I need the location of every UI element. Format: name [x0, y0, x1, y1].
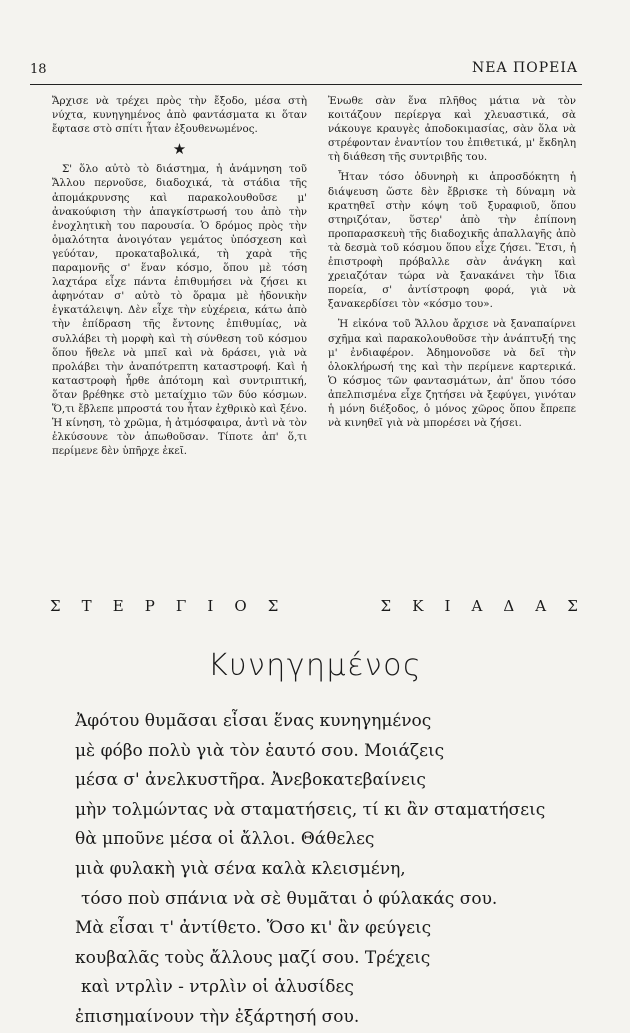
- page-number: 18: [30, 62, 47, 77]
- poem-line: καὶ ντρλὶν - ντρλὶν οἱ ἁλυσίδες: [81, 977, 354, 998]
- author-name: [50, 597, 578, 615]
- poem-line: θὰ μποῦνε μέσα οἱ ἄλλοι. Θάθελες: [75, 829, 375, 850]
- author-letter: Σ: [267, 597, 279, 615]
- star-divider: ★: [172, 140, 187, 159]
- author-letter: Ι: [207, 597, 214, 615]
- author-letter: Σ: [380, 597, 392, 615]
- poem-line: κουβαλᾶς τοὺς ἄλλους μαζί σου. Τρέχεις: [75, 947, 431, 968]
- author-letter: Σ: [50, 597, 61, 615]
- author-letter: Σ: [567, 597, 578, 615]
- paragraph: Ἦταν τόσο ὀδυνηρὴ κι ἀπροσδόκητη ἡ διάψευση ὥστε δὲν ἔβρισκε τὴ δύναμη νὰ κρατηθεῖ στὴν κόψη τοῦ ξυραφιοῦ, ὅπου στηριζόταν, ὕστερ' ἀπὸ τὴν ἐπίπονη προπαρασκευὴ τῆς διαδοχικῆς ἀπαλλαγῆς ἀπὸ τὰ δεσμὰ τοῦ κόσμου ὅπου εἶχε ζήσει. Ἔτσι, ἡ ἐπιστροφὴ πρόβαλλε σὰν ἀνάγκη καὶ χρειαζόταν τώρα νὰ ξανακάνει τὴν ἴδια πορεία, σ' ἀντίστροφη φορά, γιὰ νὰ ξανακερδίσει τὸν «κόσμο του».: [328, 171, 576, 311]
- author-letter: Κ: [412, 597, 424, 615]
- author-letter: Δ: [503, 597, 515, 615]
- running-head: ΝΕΑ ΠΟΡΕΙΑ: [472, 60, 578, 76]
- paragraph: Ἄρχισε νὰ τρέχει πρὸς τὴν ἔξοδο, μέσα στὴ νύχτα, κυνηγημένος ἀπὸ φαντάσματα κι ὅταν ἔφτασε στὸ σπίτι ἦταν ἐξουθενωμένος.: [52, 95, 307, 136]
- author-letter: Α: [535, 597, 547, 615]
- poem-line: Ἀφότου θυμᾶσαι εἶσαι ἕνας κυνηγημένος: [75, 711, 432, 731]
- header-rule: [30, 84, 582, 85]
- poem-line: ἐπισημαίνουν τὴν ἐξάρτησή σου.: [75, 1006, 360, 1027]
- poem-line: μὲ φόβο πολὺ γιὰ τὸν ἑαυτό σου. Μοιάζεις: [75, 740, 445, 761]
- author-letter: Ι: [444, 597, 451, 615]
- author-letter: Ο: [234, 597, 247, 615]
- paragraph: Ἡ εἰκόνα τοῦ Ἄλλου ἄρχισε νὰ ξαναπαίρνει σχῆμα καὶ παρακολουθοῦσε τὴν ἀνάπτυξή της μ' ἐνδιαφέρον. Ἀδημονοῦσε νὰ δεῖ τὴν ὁλοκλήρωσή της καὶ τὴν περίμενε καρτερικά. Ὁ κόσμος τῶν φαντασμάτων, ἀπ' ὅπου τόσο ἀπελπισμένα εἶχε ζητήσει νὰ ξεφύγει, γινόταν ἡ μόνη διέξοδος, ὁ μόνος χῶρος ὅπου ἔπρεπε νὰ κινηθεῖ γιὰ νὰ μπορέσει νὰ ζήσει.: [328, 318, 576, 430]
- poem-line: Μὰ εἶσαι τ' ἀντίθετο. Ὅσο κι' ἂν φεύγεις: [75, 918, 432, 939]
- left-column: [52, 94, 307, 464]
- author-letter: Ρ: [144, 597, 155, 615]
- poem-body: [75, 707, 545, 1033]
- name-gap: [299, 597, 359, 615]
- poem-title: Κυνηγημένος: [207, 648, 423, 683]
- poem-line: μιὰ φυλακὴ γιὰ σένα καλὰ κλεισμένη,: [75, 858, 406, 879]
- right-column: [328, 94, 576, 436]
- paragraph: Σ' ὅλο αὐτὸ τὸ διάστημα, ἡ ἀνάμνηση τοῦ Ἄλλου περνοῦσε, διαδοχικά, τὰ στάδια τῆς ἀπομάκρυνσης καὶ παρακολουθοῦσε μ' ἀνακούφιση τὴν ἀπαγκίστρωσή του ἀπὸ τὴν ἐνοχλητικὴ του παρουσία. Ὁ δρόμος πρὸς τὴν ὁμαλότητα ἀνοιγόταν γεμάτος ὑπόσχεση καὶ γεύόταν, προκαταβολικά, τὴ χαρὰ τῆς παραμονῆς σ' ἕναν κόσμο, ὅπου μὲ τόση λαχτάρα εἶχε πάντα ἐπιθυμήσει νὰ ζήσει κι ἀφηνόταν σ' αὐτὸ τὸ ὅραμα μὲ ἡδονικὴν ἐγκατάλειψη. Δὲν εἶχε τὴν εὐχέρεια, κάτω ἀπὸ τὴν ἐπίδραση τῆς ἔντονης ἐπιθυμίας, νὰ συλλάβει τὴ μορφὴ καὶ τὴ σύνθεση τοῦ κόσμου ὅπου ἤθελε νὰ μπεῖ καὶ νὰ δράσει, γιὰ νὰ προλάβει τὴν ἀναπότρεπτη καταστροφή. Καὶ ἡ καταστροφὴ ἦρθε ἀπότομη καὶ συντριπτική, ὅταν βρέθηκε στὸ μεταίχμιο τῶν δύο κόσμων. Ὅ,τι ἔβλεπε μπροστά του ἦταν ἐχθρικὸ καὶ ξένο. Ἡ κίνηση, τὸ χρῶμα, ἡ ἀτμόσφαιρα, ἀντὶ νὰ τὸν ἑλκύσουνε τὸν ἀπωθοῦσαν. Τίποτε ἀπ' ὅ,τι περίμενε δὲν ὑπῆρχε ἐκεῖ.: [52, 163, 307, 458]
- poem-line: τόσο ποὺ σπάνια νὰ σὲ θυμᾶται ὁ φύλακάς σου.: [81, 888, 498, 909]
- author-letter: Ε: [112, 597, 124, 615]
- author-letter: Α: [471, 597, 483, 615]
- poem-line: μὴν τολμώντας νὰ σταματήσεις, τί κι ἂν σταματήσεις: [75, 799, 546, 820]
- poem-line: μέσα σ' ἀνελκυστῆρα. Ἀνεβοκατεβαίνεις: [75, 770, 426, 791]
- author-letter: Γ: [175, 597, 187, 615]
- paragraph: Ἐνωθε σὰν ἕνα πλῆθος μάτια νὰ τὸν κοιτάζουν περίεργα καὶ χλευαστικά, σὰ νάκουγε κραυγὲς ἀποδοκιμασίας, σὰν ὅλα νὰ στρέφονταν ἐναντίον του ἐπιθετικά, μ' ἔκδηλη τὴ διάθεση τῆς συντριβῆς του.: [328, 95, 576, 164]
- author-letter: Τ: [81, 597, 92, 615]
